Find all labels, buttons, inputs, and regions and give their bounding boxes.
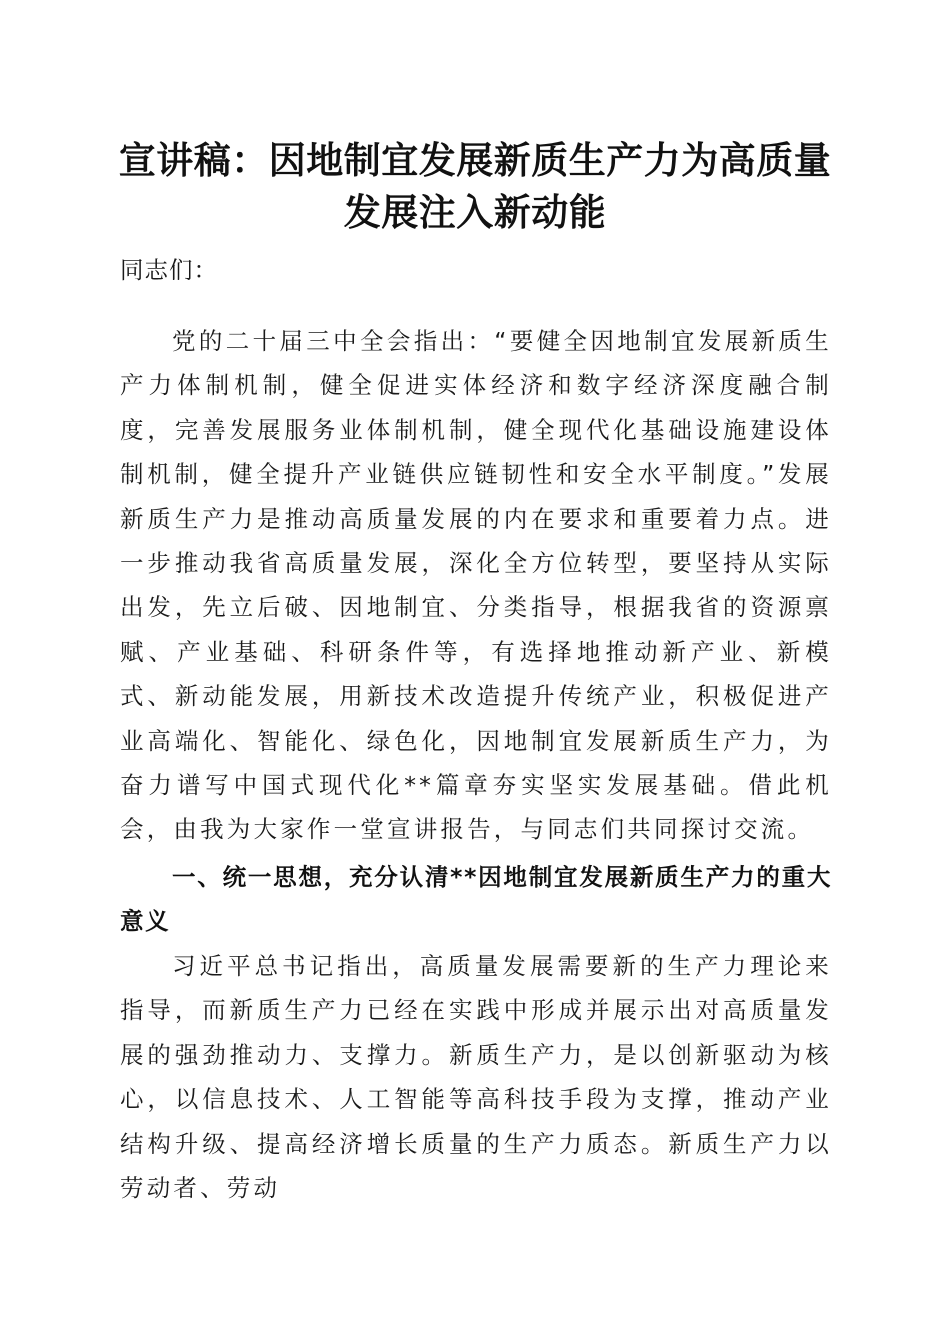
paragraph-intro: 党的二十届三中全会指出：“要健全因地制宜发展新质生产力体制机制，健全促进实体经济和数字经济深度融合制度，完善发展服务业体制机制，健全现代化基础设施建设体制机制，健全提升产业链供应链韧性和安全水平制度。”发展新质生产力是推动高质量发展的内在要求和重要着力点。进一步推动我省高质量发展，深化全方位转型，要坚持从实际出发，先立后破、因地制宜、分类指导，根据我省的资源禀赋、产业基础、科研条件等，有选择地推动新产业、新模式、新动能发展，用新技术改造提升传统产业，积极促进产业高端化、智能化、绿色化，因地制宜发展新质生产力，为奋力谱写中国式现代化**篇章夯实坚实发展基础。借此机会，由我为大家作一堂宣讲报告，与同志们共同探讨交流。	[120, 327, 832, 844]
salutation: 同志们：	[120, 256, 218, 284]
paragraph-section-1: 习近平总书记指出，高质量发展需要新的生产力理论来指导，而新质生产力已经在实践中形成并展示出对高质量发展的强劲推动力、支撑力。新质生产力，是以创新驱动为核心，以信息技术、人工智能等高科技手段为支撑，推动产业结构升级、提高经济增长质量的生产力质态。新质生产力以劳动者、劳动	[120, 952, 832, 1203]
section-heading-1: 一、统一思想，充分认清**因地制宜发展新质生产力的重大意义	[120, 863, 832, 936]
document-title: 宣讲稿：因地制宜发展新质生产力为高质量发展注入新动能	[118, 138, 832, 234]
